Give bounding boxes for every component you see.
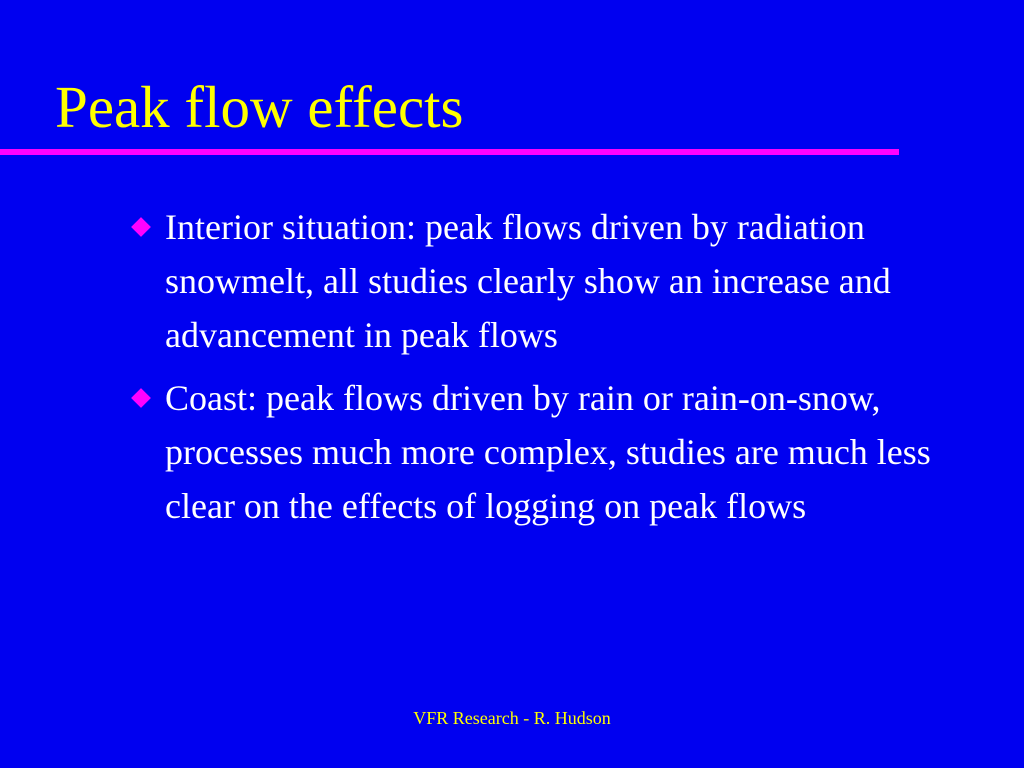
diamond-icon: [131, 388, 151, 408]
diamond-icon: [131, 217, 151, 237]
bullet-item-coast: [128, 371, 978, 533]
slide-footer: VFR Research - R. Hudson: [413, 708, 611, 728]
slide-title: Peak flow effects: [55, 74, 464, 140]
bullet-text: Coast: peak flows driven by rain or rain-on-snow, processes much more complex, studies are much less clear on the effects of logging on peak flows: [165, 378, 931, 526]
bullet-text: Interior situation: peak flows driven by radiation snowmelt, all studies clearly show an increase and advancement in peak flows: [165, 207, 891, 355]
bullet-item-interior: [128, 200, 978, 362]
bullet-list: [128, 200, 978, 542]
title-underline: [0, 149, 899, 155]
